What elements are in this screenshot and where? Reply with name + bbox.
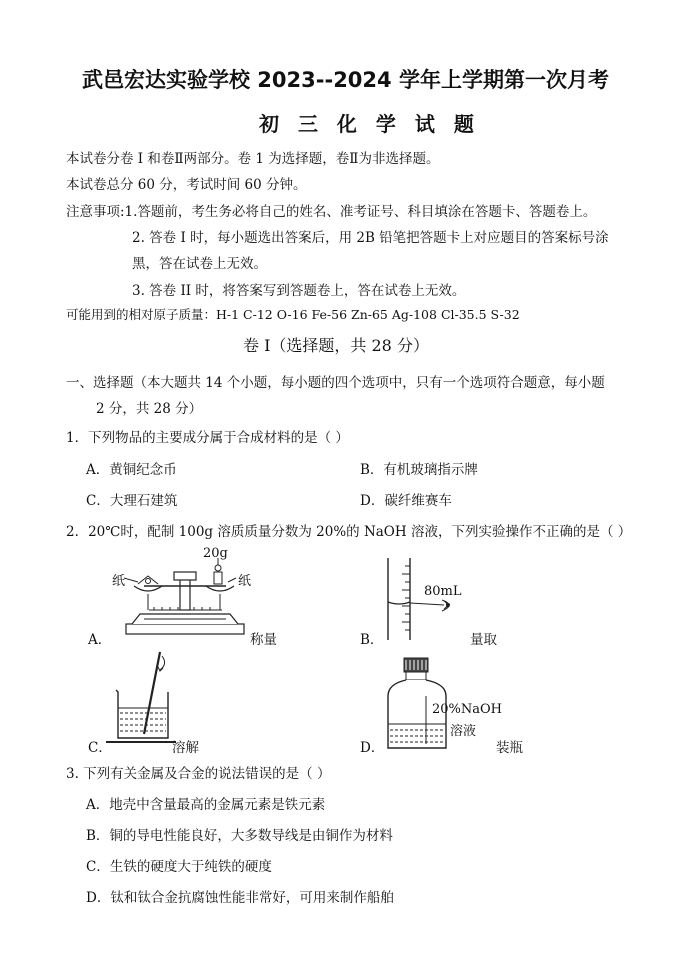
q2-option-a-caption: 称量 — [250, 632, 277, 648]
balance-weight-label: 20g — [203, 546, 228, 561]
cylinder-figure — [382, 556, 472, 646]
q2-option-d-mark: D． — [360, 740, 385, 756]
q2-option-d-caption: 装瓶 — [496, 740, 523, 756]
q1-stem: 1．下列物品的主要成分属于合成材料的是（ ） — [66, 430, 349, 446]
exam-subtitle: 初 三 化 学 试 题 — [259, 112, 480, 136]
cylinder-volume-label: 80mL — [424, 584, 462, 599]
q3-option-b: B．铜的导电性能良好，大多数导线是由铜作为材料 — [86, 828, 393, 844]
balance-paper-left-label: 纸 — [112, 574, 126, 589]
beaker-figure — [104, 650, 184, 750]
q1-option-d: D．碳纤维赛车 — [360, 493, 452, 509]
q3-option-a: A．地壳中含量最高的金属元素是铁元素 — [86, 797, 326, 813]
q1-option-b: B．有机玻璃指示牌 — [360, 462, 478, 478]
note-line-5: 3. 答卷 II 时，将答案写到答题卷上，答在试卷上无效。 — [132, 283, 466, 299]
bottle-label-line-1: 20%NaOH — [432, 702, 503, 717]
exam-title: 武邑宏达实验学校 2023--2024 学年上学期第一次月考 — [82, 68, 609, 92]
bottle-label-line-2: 溶液 — [450, 724, 477, 739]
q1-option-a: A．黄铜纪念币 — [86, 462, 177, 478]
section-instr-a: 一、选择题（本大题共 14 个小题，每小题的四个选项中，只有一个选项符合题意，每小题 — [66, 375, 605, 391]
q3-option-d: D．钛和钛合金抗腐蚀性能非常好，可用来制作船舶 — [86, 890, 394, 906]
q2-option-c-mark: C． — [88, 740, 112, 756]
atomic-masses: 可能用到的相对原子质量：H-1 C-12 O-16 Fe-56 Zn-65 Ag-108 Cl-35.5 S-32 — [66, 307, 520, 322]
note-line-3: 注意事项:1.答题前，考生务必将自己的姓名、准考证号、科目填涂在答题卡、答题卷上。 — [66, 204, 597, 220]
note-line-4a: 2. 答卷 I 时，每小题选出答案后，用 2B 铅笔把答题卡上对应题目的答案标号涂 — [132, 230, 609, 246]
section-instr-b: 2 分，共 28 分） — [96, 401, 203, 417]
q3-option-c: C．生铁的硬度大于纯铁的硬度 — [86, 859, 272, 875]
note-line-2: 本试卷总分 60 分，考试时间 60 分钟。 — [66, 177, 307, 193]
q2-option-b-caption: 量取 — [470, 632, 497, 648]
q2-option-b-mark: B． — [360, 632, 384, 648]
section-title: 卷 I（选择题，共 28 分） — [243, 336, 429, 355]
q2-option-c-caption: 溶解 — [172, 740, 199, 756]
note-line-1: 本试卷分卷 I 和卷Ⅱ两部分。卷 1 为选择题，卷Ⅱ为非选择题。 — [66, 151, 440, 167]
q2-stem: 2．20℃时，配制 100g 溶质质量分数为 20%的 NaOH 溶液，下列实验操作不正确的是（ ） — [66, 524, 632, 540]
q2-option-a-mark: A． — [88, 632, 112, 648]
note-line-4b: 黑，答在试卷上无效。 — [132, 256, 267, 272]
balance-figure — [104, 544, 264, 644]
q3-stem: 3. 下列有关金属及合金的说法错误的是（ ） — [66, 766, 331, 782]
balance-paper-right-label: 纸 — [238, 574, 252, 589]
q1-option-c: C．大理石建筑 — [86, 493, 178, 509]
